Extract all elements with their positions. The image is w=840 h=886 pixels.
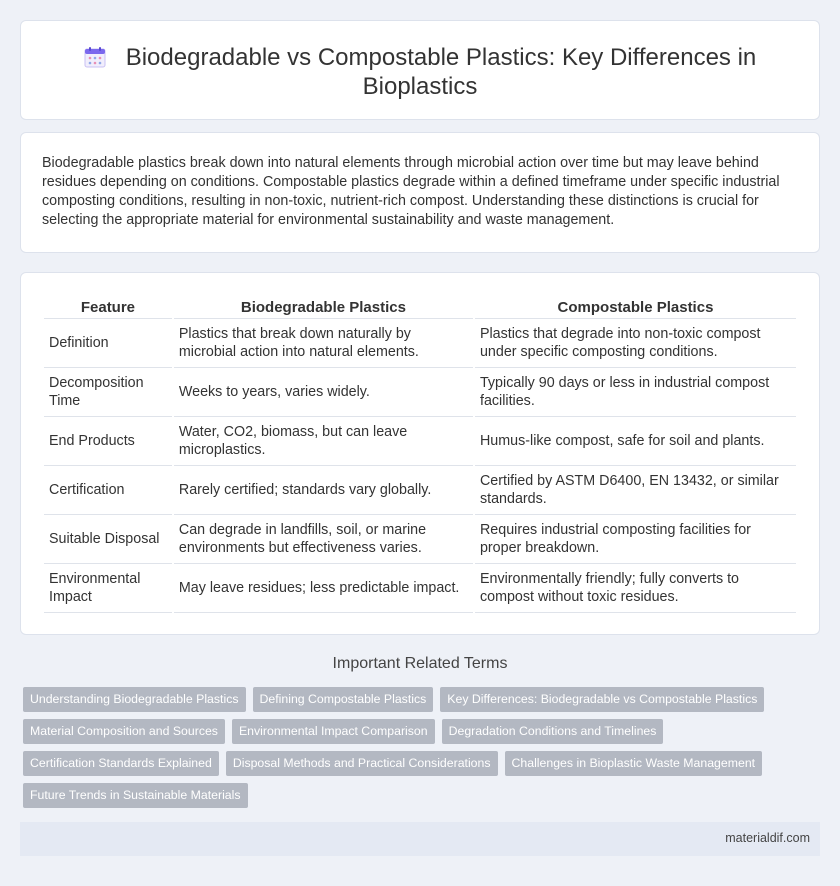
calendar-icon — [84, 46, 106, 68]
related-tag[interactable]: Key Differences: Biodegradable vs Compostable Plastics — [440, 687, 764, 712]
row-compostable: Requires industrial composting facilities for proper breakdown. — [475, 515, 796, 564]
row-feature: Suitable Disposal — [44, 515, 172, 564]
header — [21, 43, 819, 101]
row-biodegradable: Water, CO2, biomass, but can leave microplastics. — [174, 417, 473, 466]
related-tag[interactable]: Certification Standards Explained — [23, 751, 219, 776]
row-feature: Decomposition Time — [44, 368, 172, 417]
table-row — [44, 368, 796, 417]
related-tag[interactable]: Disposal Methods and Practical Considerations — [226, 751, 498, 776]
related-terms-tags — [23, 687, 813, 815]
row-compostable: Typically 90 days or less in industrial compost facilities. — [475, 368, 796, 417]
header-feature: Feature — [44, 297, 172, 319]
table-row — [44, 564, 796, 613]
row-compostable: Humus-like compost, safe for soil and plants. — [475, 417, 796, 466]
header-compostable: Compostable Plastics — [475, 297, 796, 319]
related-tag[interactable]: Defining Compostable Plastics — [253, 687, 434, 712]
header-card — [20, 20, 820, 120]
row-feature: End Products — [44, 417, 172, 466]
row-biodegradable: May leave residues; less predictable impact. — [174, 564, 473, 613]
row-biodegradable: Rarely certified; standards vary globally. — [174, 466, 473, 515]
related-tag[interactable]: Future Trends in Sustainable Materials — [23, 783, 248, 808]
related-terms-title: Important Related Terms — [332, 655, 508, 672]
intro-paragraph: Biodegradable plastics break down into natural elements through microbial action over time but may leave behind residues depending on conditions. Compostable plastics degrade within a defined timeframe under specific industrial composting conditions, resulting in non-toxic, nutrient-rich compost. Understanding these distinctions is crucial for selecting the appropriate material for environmental sustainability and waste management. — [42, 155, 780, 228]
comparison-card — [20, 272, 820, 635]
row-feature: Certification — [44, 466, 172, 515]
related-tag[interactable]: Understanding Biodegradable Plastics — [23, 687, 246, 712]
table-row — [44, 319, 796, 368]
table-row — [44, 515, 796, 564]
table-header-row — [44, 297, 796, 319]
footer-domain[interactable]: materialdif.com — [725, 831, 810, 845]
related-tag[interactable]: Degradation Conditions and Timelines — [442, 719, 664, 744]
footer — [20, 822, 820, 856]
row-biodegradable: Plastics that break down naturally by microbial action into natural elements. — [174, 319, 473, 368]
table-row — [44, 417, 796, 466]
related-tag[interactable]: Environmental Impact Comparison — [232, 719, 435, 744]
row-biodegradable: Can degrade in landfills, soil, or marine environments but effectiveness varies. — [174, 515, 473, 564]
row-compostable: Environmentally friendly; fully converts to compost without toxic residues. — [475, 564, 796, 613]
row-feature: Environmental Impact — [44, 564, 172, 613]
related-tag[interactable]: Challenges in Bioplastic Waste Management — [505, 751, 763, 776]
comparison-table — [42, 297, 798, 613]
row-compostable: Plastics that degrade into non-toxic compost under specific composting conditions. — [475, 319, 796, 368]
table-row — [44, 466, 796, 515]
row-biodegradable: Weeks to years, varies widely. — [174, 368, 473, 417]
row-compostable: Certified by ASTM D6400, EN 13432, or similar standards. — [475, 466, 796, 515]
row-feature: Definition — [44, 319, 172, 368]
page-title: Biodegradable vs Compostable Plastics: Key Differences in Bioplastics — [125, 44, 757, 100]
related-tag[interactable]: Material Composition and Sources — [23, 719, 225, 744]
intro-card — [20, 132, 820, 253]
header-biodegradable: Biodegradable Plastics — [174, 297, 473, 319]
